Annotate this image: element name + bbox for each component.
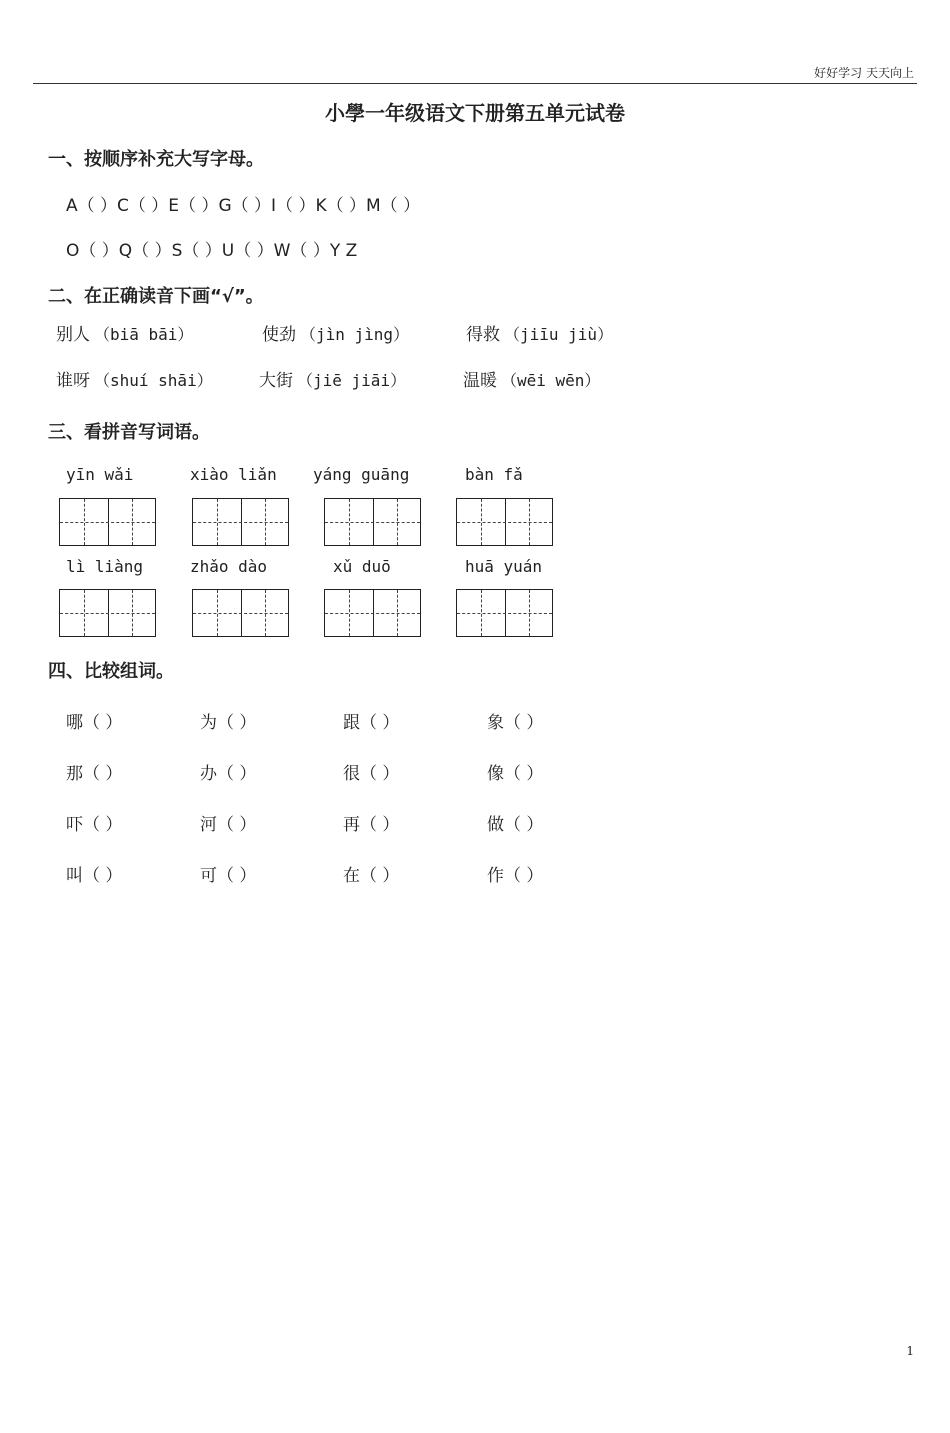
section-3-heading: 三、看拼音写词语。: [48, 422, 210, 443]
writing-grid[interactable]: [59, 498, 156, 546]
reading-pinyin: （wēi wēn）: [501, 371, 601, 390]
pinyin-label: huā yuán: [465, 557, 543, 576]
reading-item: [463, 366, 600, 391]
compare-item: 为（ ）: [200, 713, 257, 733]
section-1-heading: 一、按顺序补充大写字母。: [48, 149, 264, 170]
writing-grid[interactable]: [192, 589, 289, 637]
reading-word: 别人: [56, 325, 90, 345]
header-rule: [33, 83, 917, 84]
compare-item: 办（ ）: [200, 764, 257, 784]
writing-grid[interactable]: [324, 589, 421, 637]
compare-item: 哪（ ）: [66, 713, 123, 733]
page-number: 1: [906, 1344, 914, 1358]
writing-grid[interactable]: [59, 589, 156, 637]
reading-pinyin: （shuí shāi）: [94, 371, 213, 390]
compare-item: 那（ ）: [66, 764, 123, 784]
page-title: 小學一年级语文下册第五单元试卷: [325, 101, 625, 125]
pinyin-label: zhǎo dào: [190, 557, 268, 576]
reading-item: [56, 320, 193, 345]
writing-grid[interactable]: [456, 589, 553, 637]
reading-word: 温暖: [463, 371, 497, 391]
writing-grid[interactable]: [456, 498, 553, 546]
reading-word: 使劲: [262, 325, 296, 345]
reading-word: 得救: [466, 325, 500, 345]
compare-item: 很（ ）: [343, 764, 400, 784]
letters-row-1: A（ ）C（ ）E（ ）G（ ）I（ ）K（ ）M（ ）: [66, 196, 421, 216]
compare-item: 再（ ）: [343, 815, 400, 835]
pinyin-label: bàn fǎ: [465, 465, 523, 484]
letters-row-2: O（ ）Q（ ）S（ ）U（ ）W（ ）Y Z: [66, 241, 358, 261]
compare-item: 跟（ ）: [343, 713, 400, 733]
reading-item: [56, 366, 213, 391]
compare-item: 在（ ）: [343, 866, 400, 886]
section-2-heading: 二、在正确读音下画“√”。: [48, 286, 264, 307]
reading-item: [466, 320, 613, 345]
pinyin-label: yīn wǎi: [66, 465, 134, 484]
reading-pinyin: （jiē jiāi）: [297, 371, 407, 390]
reading-item: [259, 366, 406, 391]
compare-item: 作（ ）: [487, 866, 544, 886]
compare-item: 河（ ）: [200, 815, 257, 835]
pinyin-label: xiào liǎn: [190, 465, 277, 484]
writing-grid[interactable]: [192, 498, 289, 546]
compare-item: 像（ ）: [487, 764, 544, 784]
reading-pinyin: （biā bāi）: [94, 325, 194, 344]
header-motto: 好好学习 天天向上: [814, 66, 914, 80]
compare-item: 做（ ）: [487, 815, 544, 835]
reading-pinyin: （jìn jìng）: [300, 325, 410, 344]
compare-item: 象（ ）: [487, 713, 544, 733]
reading-word: 谁呀: [56, 371, 90, 391]
pinyin-label: xǔ duō: [333, 557, 391, 576]
pinyin-label: yáng guāng: [313, 465, 410, 484]
pinyin-label: lì liàng: [66, 557, 144, 576]
compare-item: 可（ ）: [200, 866, 257, 886]
compare-item: 吓（ ）: [66, 815, 123, 835]
reading-item: [262, 320, 409, 345]
section-4-heading: 四、比较组词。: [48, 661, 174, 682]
reading-word: 大街: [259, 371, 293, 391]
compare-item: 叫（ ）: [66, 866, 123, 886]
reading-pinyin: （jiīu jiù）: [504, 325, 614, 344]
writing-grid[interactable]: [324, 498, 421, 546]
